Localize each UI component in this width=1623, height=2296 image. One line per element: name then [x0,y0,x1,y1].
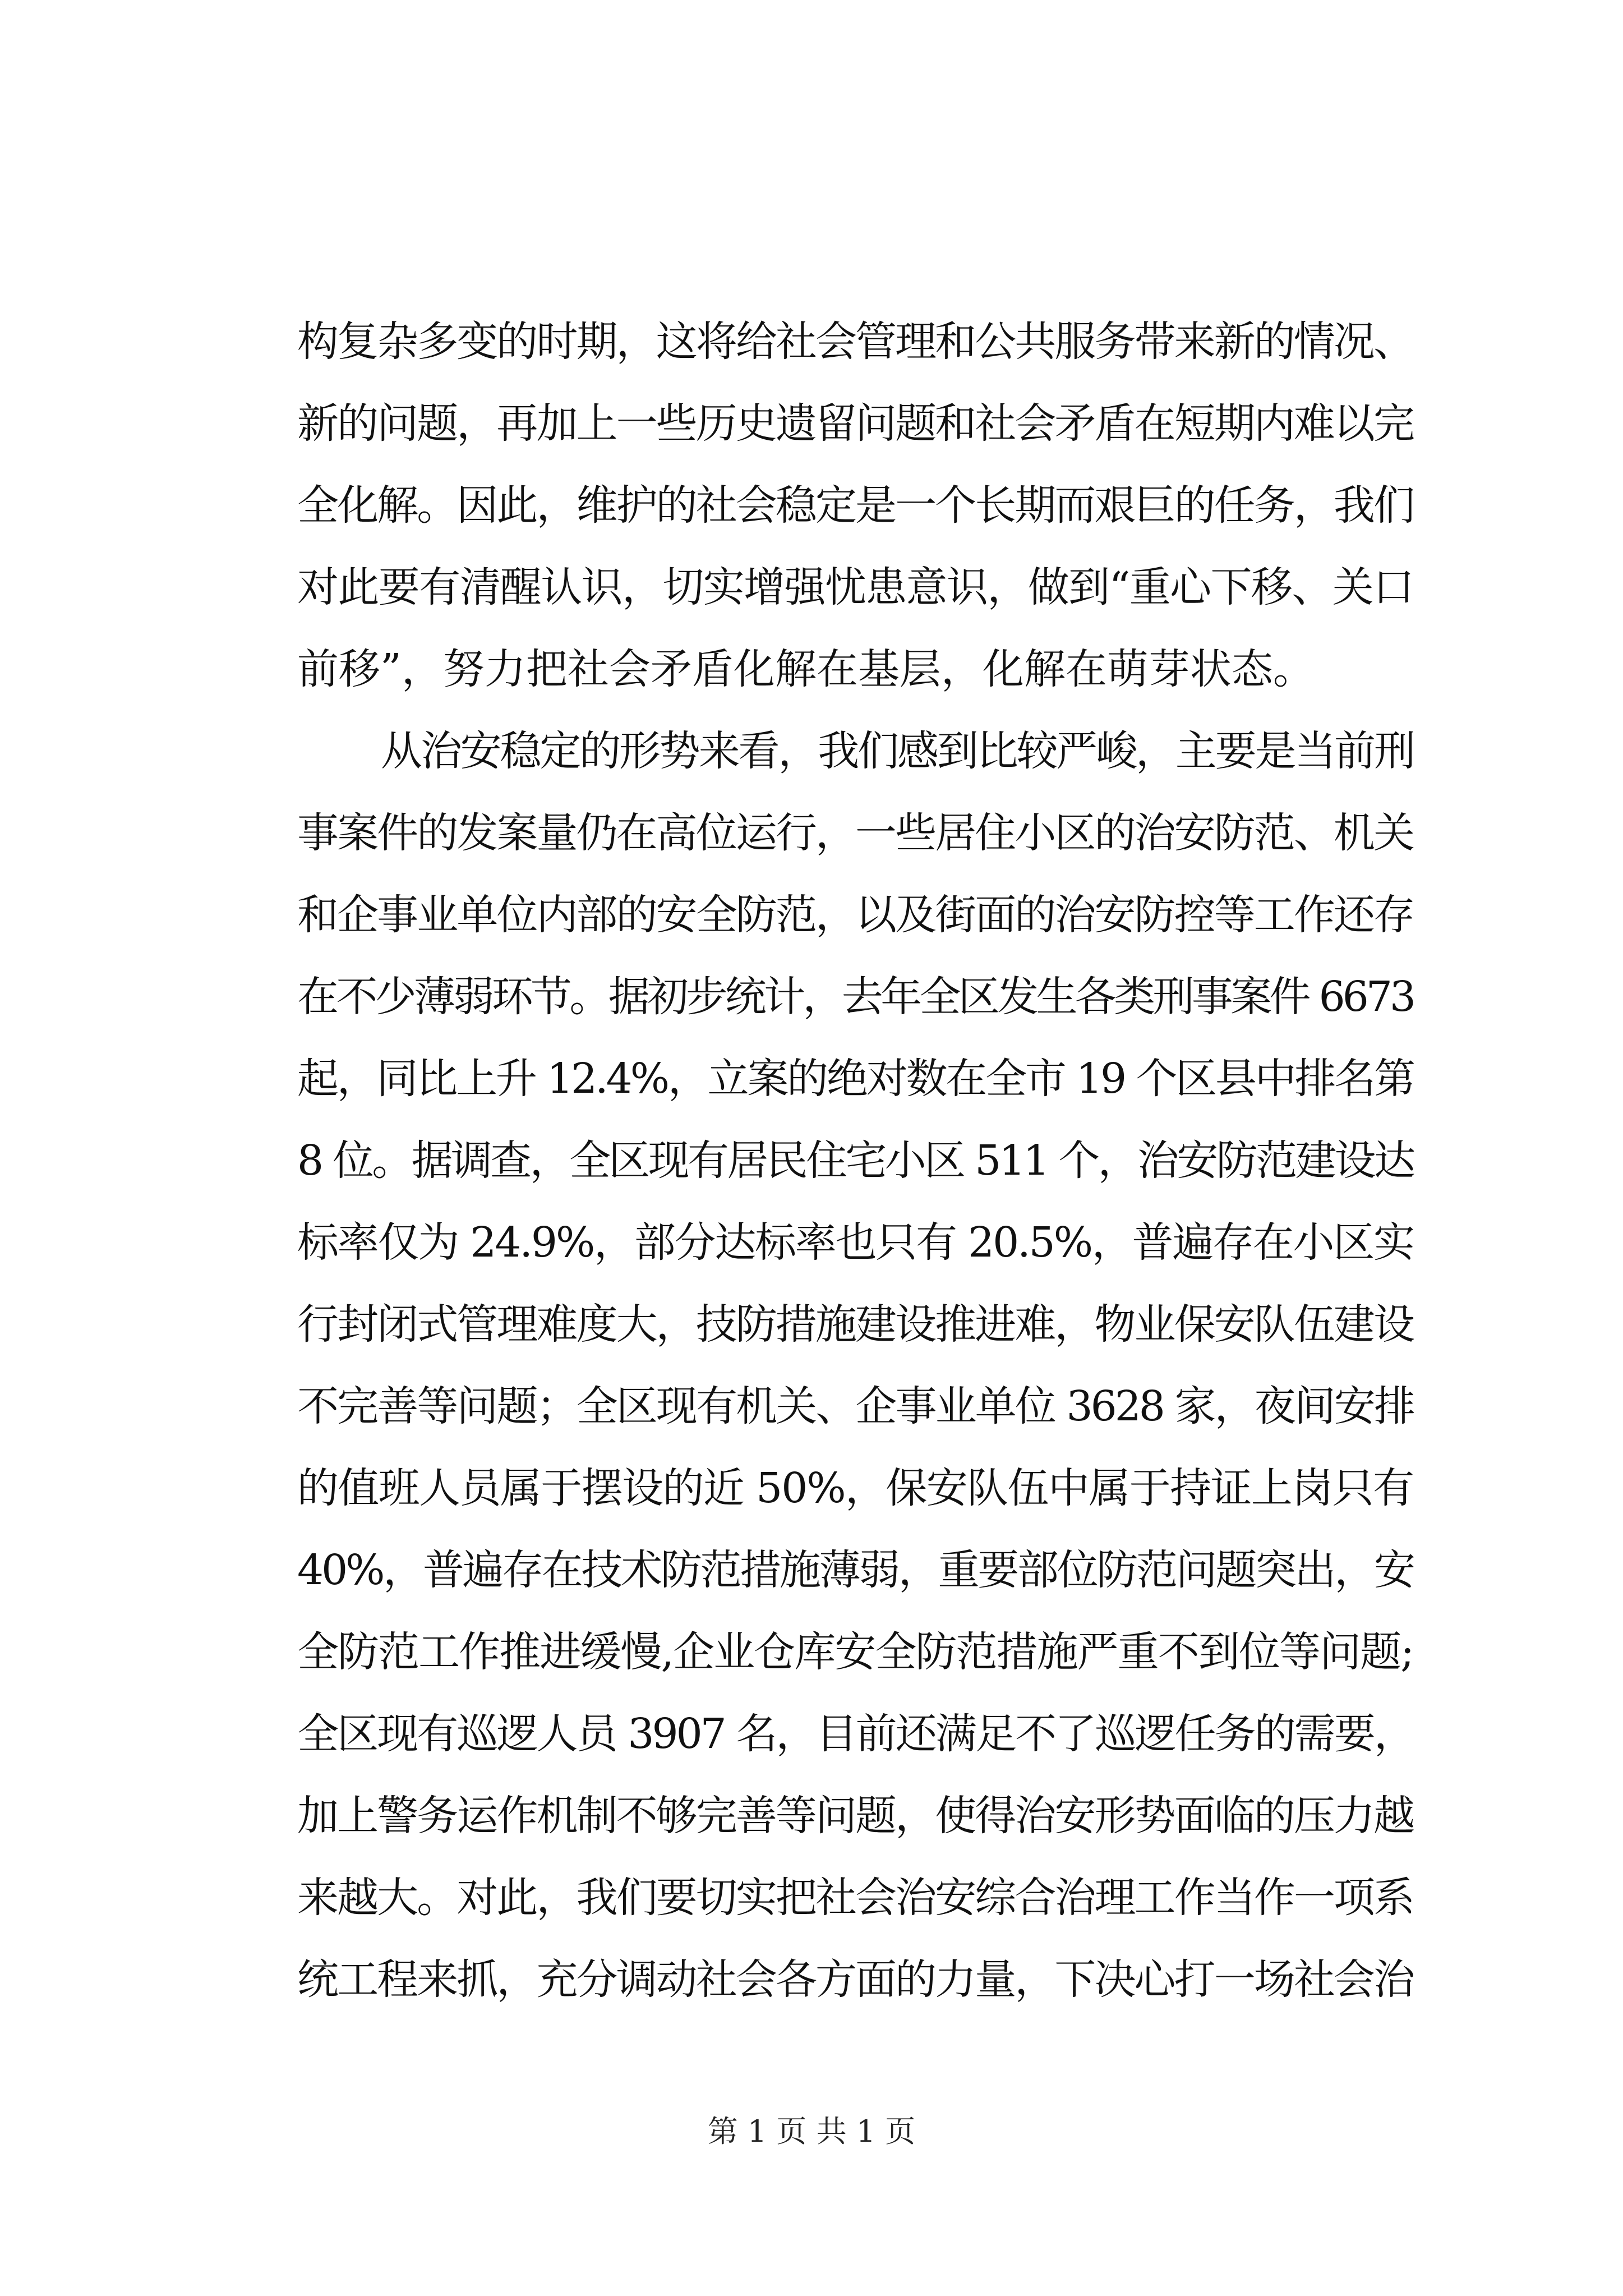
text-line: 全区现有巡逻人员 3907 名，目前还满足不了巡逻任务的需要， [297,1710,1413,1758]
text-line: 在不少薄弱环节。据初步统计，去年全区发生各类刑事案件 6673 [297,973,1413,1021]
text-line: 事案件的发案量仍在高位运行，一些居住小区的治安防范、机关 [297,809,1413,857]
text-line: 全防范工作推进缓慢,企业仓库安全防范措施严重不到位等问题; [297,1628,1413,1676]
text-line: 构复杂多变的时期，这将给社会管理和公共服务带来新的情况、 [297,318,1413,366]
text-line: 对此要有清醒认识，切实增强忧患意识，做到“重心下移、关口 [297,563,1413,611]
text-line-paragraph-end: 前移”，努力把社会矛盾化解在基层，化解在萌芽状态。 [297,645,1315,693]
text-line: 统工程来抓，充分调动社会各方面的力量，下决心打一场社会治 [297,1955,1413,2004]
body-text [297,301,1413,2021]
text-line: 起，同比上升 12.4%，立案的绝对数在全市 19 个区县中排名第 [297,1055,1413,1103]
text-line: 和企事业单位内部的安全防范，以及街面的治安防控等工作还存 [297,891,1413,939]
text-line: 全化解。因此，维护的社会稳定是一个长期而艰巨的任务，我们 [297,481,1413,530]
text-line: 行封闭式管理难度大，技防措施建设推进难，物业保安队伍建设 [297,1300,1413,1349]
text-line-paragraph-start: 从治安稳定的形势来看，我们感到比较严峻，主要是当前刑 [381,727,1413,775]
text-line: 的值班人员属于摆设的近 50%，保安队伍中属于持证上岗只有 [297,1464,1413,1512]
text-line: 来越大。对此，我们要切实把社会治安综合治理工作当作一项系 [297,1874,1413,1922]
text-line: 40%，普遍存在技术防范措施薄弱，重要部位防范问题突出，安 [297,1546,1413,1594]
page-number-footer: 第 1 页 共 1 页 [707,2114,916,2149]
text-line: 标率仅为 24.9%，部分达标率也只有 20.5%，普遍存在小区实 [297,1218,1413,1267]
text-line: 不完善等问题；全区现有机关、企事业单位 3628 家，夜间安排 [297,1382,1413,1430]
text-line: 8 位。据调查，全区现有居民住宅小区 511 个，治安防范建设达 [297,1137,1413,1185]
text-line: 新的问题，再加上一些历史遗留问题和社会矛盾在短期内难以完 [297,399,1413,448]
text-line: 加上警务运作机制不够完善等问题，使得治安形势面临的压力越 [297,1792,1413,1840]
